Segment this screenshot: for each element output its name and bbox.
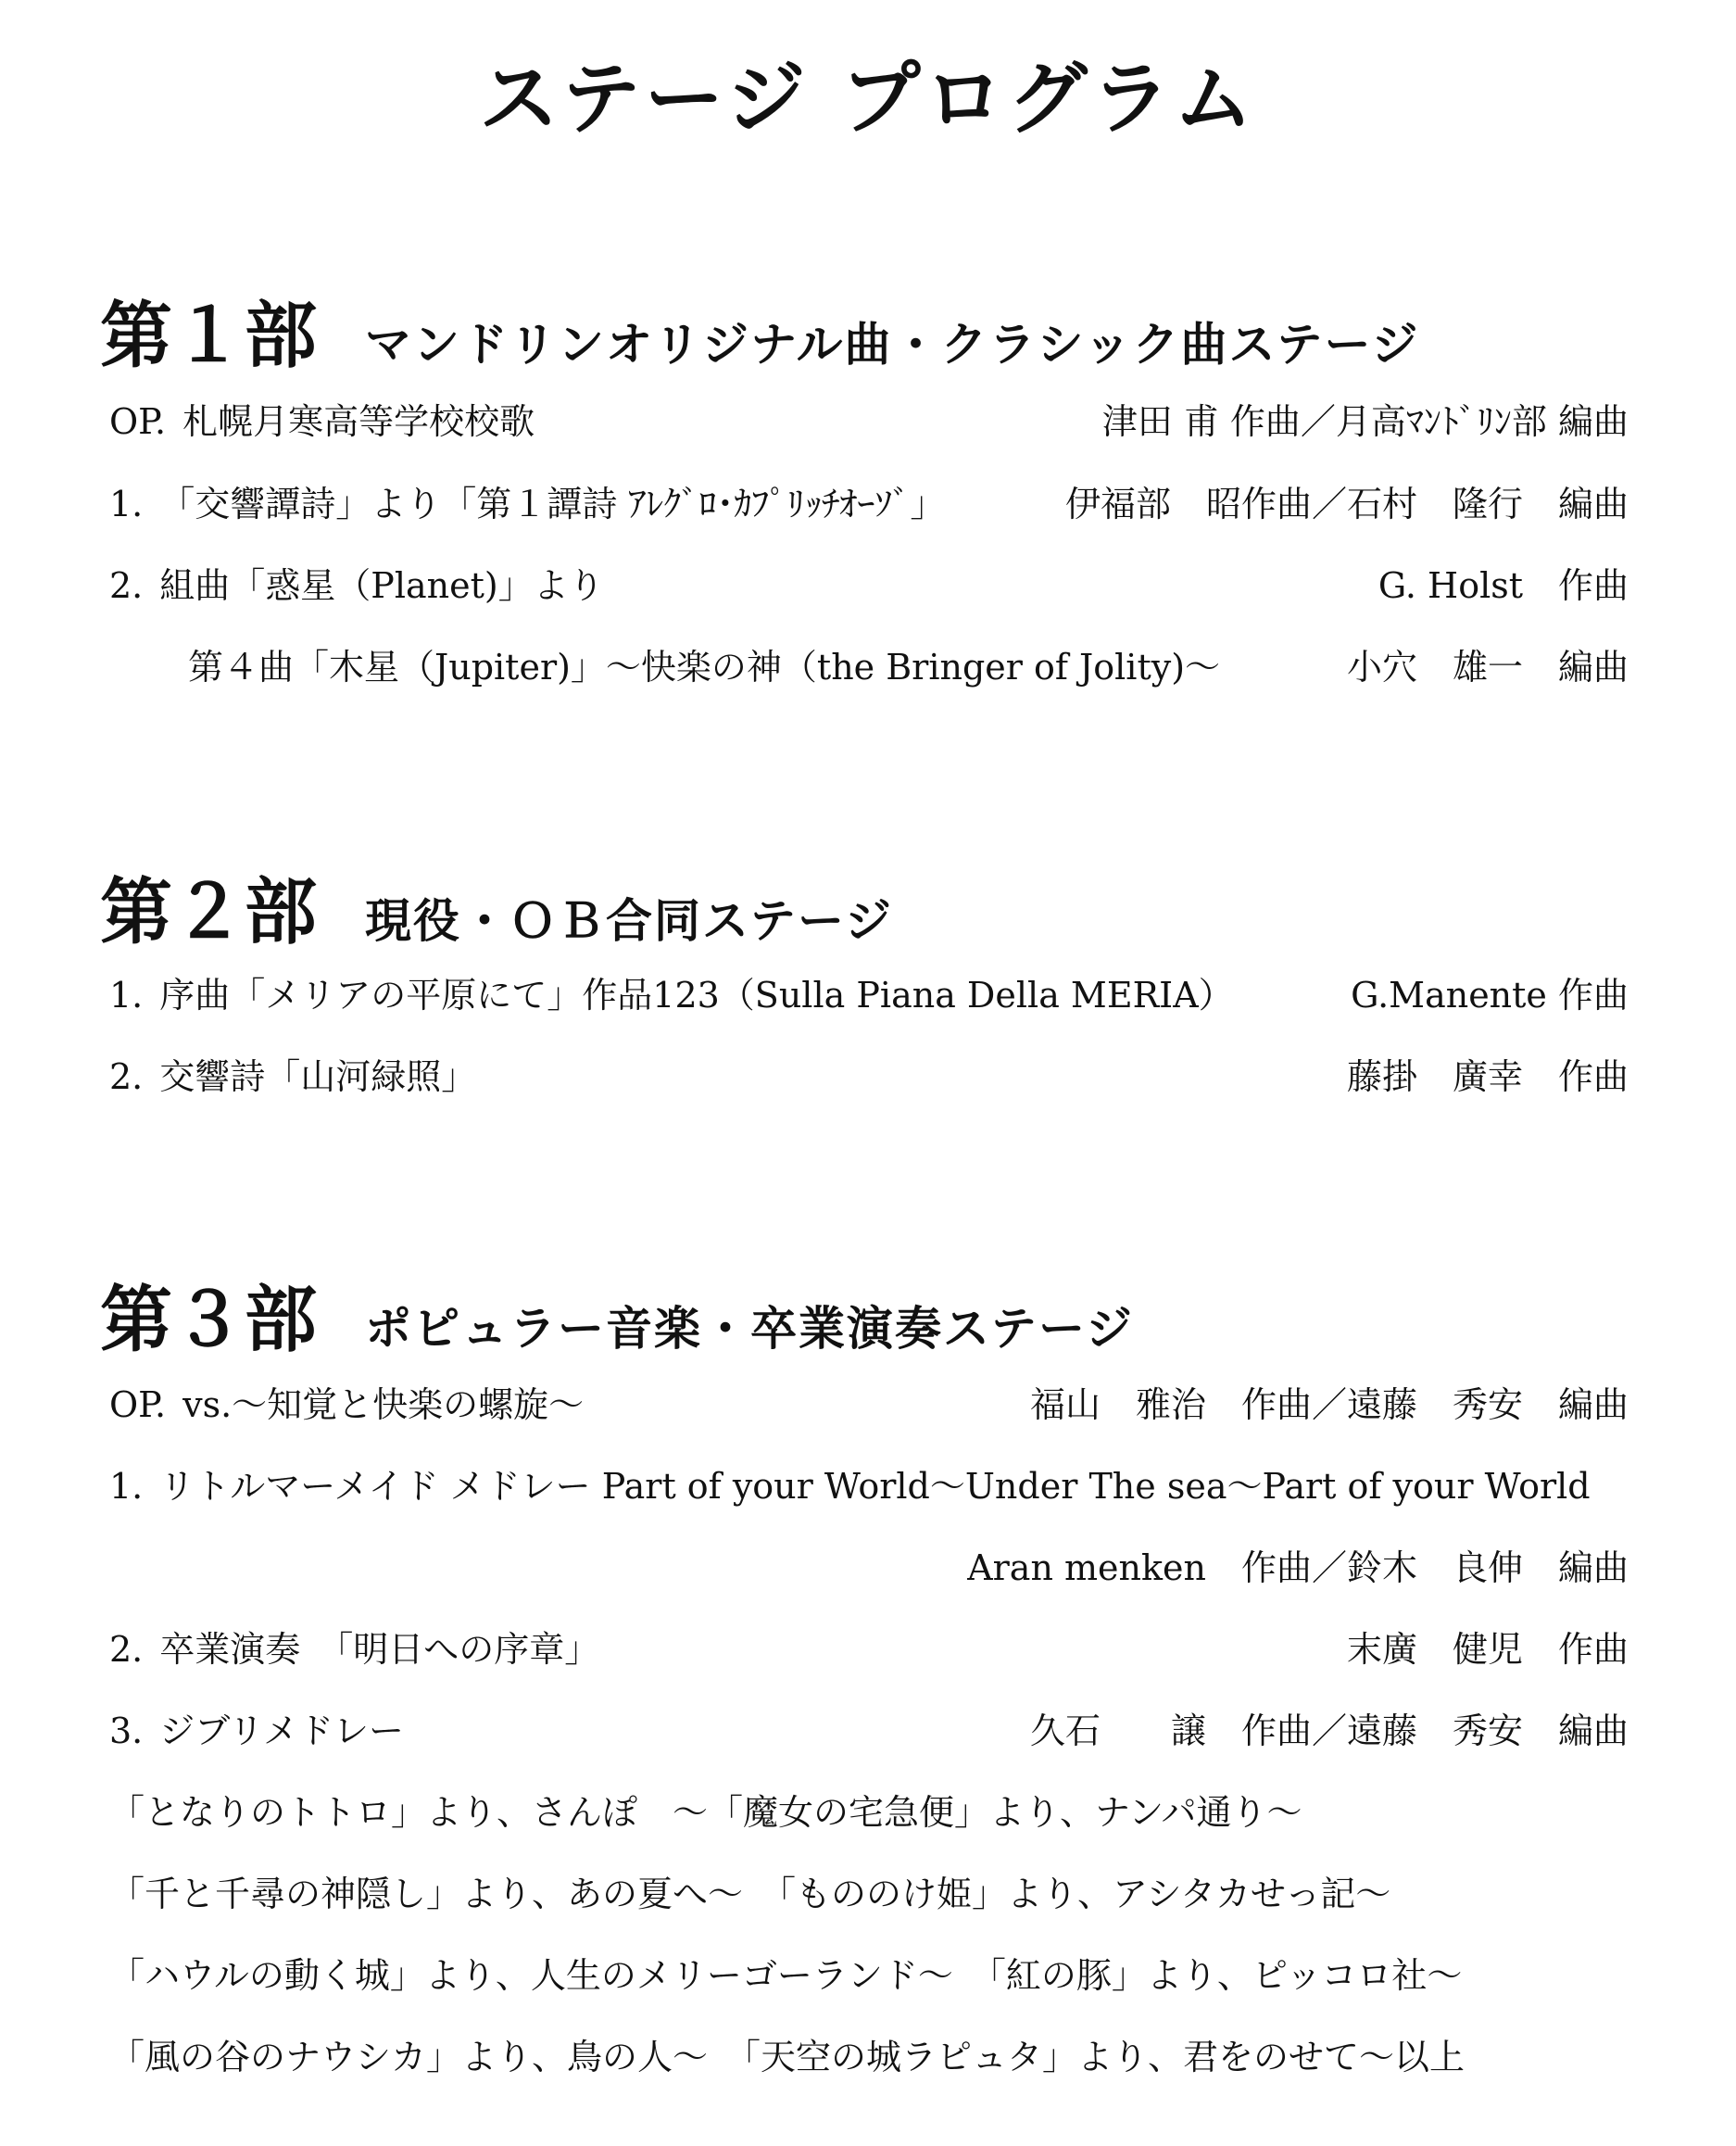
item-number: 1. bbox=[109, 484, 144, 524]
part-3-item-2 bbox=[100, 1622, 1629, 1677]
part-1-item-2 bbox=[100, 558, 1629, 613]
medley-line-1: 「となりのトトロ」より、さんぽ ～「魔女の宅急便」より、ナンパ通り～ bbox=[109, 1792, 1302, 1833]
part-3-item-op bbox=[100, 1377, 1629, 1433]
item-credit: 末廣 健児 作曲 bbox=[1346, 1629, 1629, 1670]
item-number: 2. bbox=[109, 1056, 144, 1097]
item-number: OP. bbox=[109, 1384, 167, 1425]
part-1-item-2-sub bbox=[100, 639, 1629, 695]
item-title: リトルマーメイド メドレー Part of your World～Under The sea～Part of your World bbox=[159, 1466, 1591, 1507]
item-number: OP. bbox=[109, 401, 167, 442]
item-title: ジブリメドレー bbox=[159, 1710, 404, 1751]
part-3-number: 第３部 bbox=[100, 1279, 318, 1362]
item-title: 組曲「惑星（Planet)」より bbox=[159, 565, 604, 606]
item-title: 札幌月寒高等学校校歌 bbox=[182, 401, 535, 442]
part-1-title: マンドリンオリジナル曲・クラシック曲ステージ bbox=[365, 318, 1420, 372]
part-3-item-3 bbox=[100, 1703, 1629, 1759]
item-title: vs.～知覚と快楽の螺旋～ bbox=[182, 1384, 585, 1425]
item-number: 1. bbox=[109, 975, 144, 1016]
part-3-item-1 bbox=[100, 1458, 1629, 1514]
medley-line-2: 「千と千尋の神隠し」より、あの夏へ～ 「もののけ姫」より、アシタカせっ記～ bbox=[109, 1874, 1391, 1914]
item-credit: Aran menken 作曲／鈴木 良伸 編曲 bbox=[967, 1547, 1629, 1588]
item-credit: 福山 雅治 作曲／遠藤 秀安 編曲 bbox=[1029, 1384, 1629, 1425]
item-number: 1. bbox=[109, 1466, 144, 1507]
item-credit: 津田 甫 作曲／月高ﾏﾝﾄﾞﾘﾝ部 編曲 bbox=[1101, 401, 1629, 442]
medley-line-3: 「ハウルの動く城」より、人生のメリーゴーランド～ 「紅の豚」より、ピッコロ社～ bbox=[109, 1955, 1463, 1996]
item-number: 3. bbox=[109, 1710, 144, 1751]
part-1-item-op bbox=[100, 394, 1629, 449]
item-title: 交響詩「山河緑照」 bbox=[159, 1056, 477, 1097]
part-2-heading bbox=[100, 854, 893, 958]
item-number: 2. bbox=[109, 1629, 144, 1670]
item-title: 序曲「メリアの平原にて」作品123（Sulla Piana Della MERIA） bbox=[159, 975, 1234, 1016]
item-credit: G.Manente 作曲 bbox=[1351, 975, 1629, 1016]
part-2-title: 現役・ＯＢ合同ステージ bbox=[365, 894, 894, 948]
item-credit: 伊福部 昭作曲／石村 隆行 編曲 bbox=[1064, 484, 1629, 524]
part-3-item-1-credit bbox=[100, 1540, 1629, 1596]
item-credit: 久石 譲 作曲／遠藤 秀安 編曲 bbox=[1029, 1710, 1629, 1751]
part-3-title: ポピュラー音楽・卒業演奏ステージ bbox=[365, 1302, 1135, 1356]
item-title: 「交響譚詩」より「第１譚詩 ｱﾚｸﾞﾛ･ｶﾌﾟﾘｯﾁｵｰｿﾞ」 bbox=[159, 484, 946, 524]
part-2-item-1 bbox=[100, 967, 1629, 1023]
part-2-number: 第２部 bbox=[100, 871, 318, 954]
item-title: 卒業演奏 「明日への序章」 bbox=[159, 1629, 600, 1670]
item-title: 第４曲「木星（Jupiter)」～快楽の神（the Bringer of Jolity)～ bbox=[188, 647, 1221, 688]
item-number: 2. bbox=[109, 565, 144, 606]
item-credit: 藤掛 廣幸 作曲 bbox=[1346, 1056, 1629, 1097]
part-1-heading bbox=[100, 278, 1420, 382]
part-1-number: 第１部 bbox=[100, 295, 318, 378]
item-credit: G. Holst 作曲 bbox=[1377, 565, 1629, 606]
medley-line-4: 「風の谷のナウシカ」より、鳥の人～ 「天空の城ラピュタ」より、君をのせて～以上 bbox=[109, 2037, 1466, 2077]
part-2-item-2 bbox=[100, 1049, 1629, 1105]
part-1-item-1 bbox=[100, 476, 1629, 532]
item-credit: 小穴 雄一 編曲 bbox=[1346, 647, 1629, 688]
part-3-heading bbox=[100, 1262, 1134, 1366]
page-title: ステージ プログラム bbox=[479, 53, 1257, 145]
